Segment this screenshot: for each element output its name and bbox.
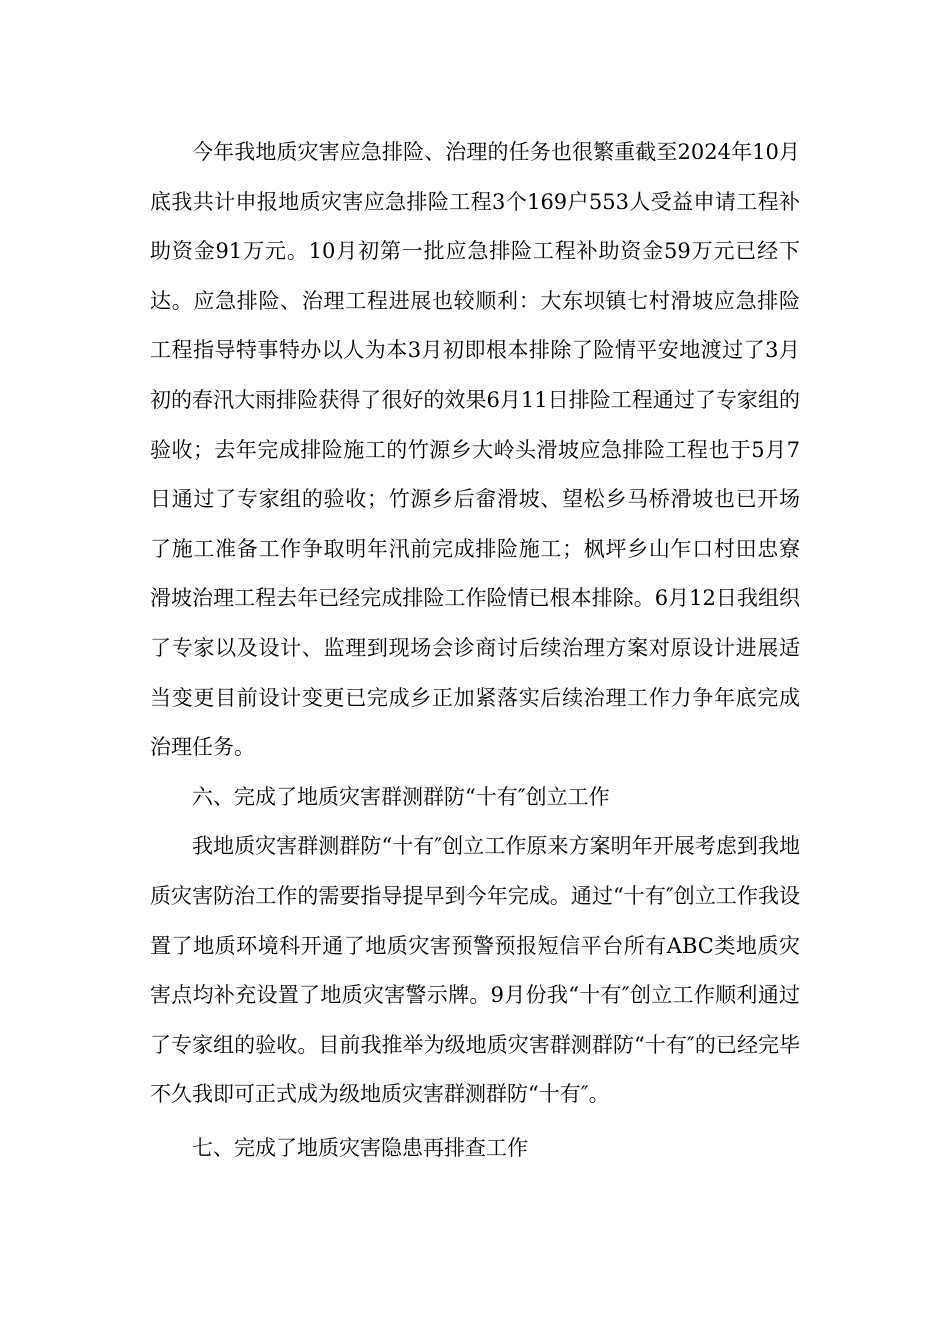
paragraph-emergency-works: 今年我地质灾害应急排险、治理的任务也很繁重截至2024年10月底我共计申报地质灾害应急排险工程3个169户553人受益申请工程补助资金91万元。10月初第一批应急排险工程补助资金59万元已经下达。应急排险、治理工程进展也较顺利：大东坝镇七村滑坡应急排险工程指导特事特办以人为本3月初即根本排除了险情平安地渡过了3月初的春汛大雨排险获得了很好的效果6月11日排险工程通过了专家组的验收；去年完成排险施工的竹源乡大岭头滑坡应急排险工程也于5月7日通过了专家组的验收；竹源乡后畲滑坡、望松乡马桥滑坡也已开场了施工准备工作争取明年汛前完成排险施工；枫坪乡山乍口村田忠寮滑坡治理工程去年已经完成排险工作险情已根本排除。6月12日我组织了专家以及设计、监理到现场会诊商讨后续治理方案对原设计进展适当变更目前设计变更已完成乡正加紧落实后续治理工作力争年底完成治理任务。 — [150, 140, 800, 760]
section-heading-six: 六、完成了地质灾害群测群防“十有″创立工作 — [192, 784, 610, 809]
section-heading-seven: 七、完成了地质灾害隐患再排查工作 — [192, 1135, 528, 1160]
paragraph-ten-haves: 我地质灾害群测群防“十有″创立工作原来方案明年开展考虑到我地质灾害防治工作的需要指导提早到今年完成。通过“十有″创立工作我设置了地质环境科开通了地质灾害预警预报短信平台所有ABC类地质灾害点均补充设置了地质灾害警示牌。9月份我“十有″创立工作顺利通过了专家组的验收。目前我推举为级地质灾害群测群防“十有″的已经完毕不久我即可正式成为级地质灾害群测群防“十有″。 — [150, 834, 800, 1107]
document-page — [150, 128, 800, 1173]
